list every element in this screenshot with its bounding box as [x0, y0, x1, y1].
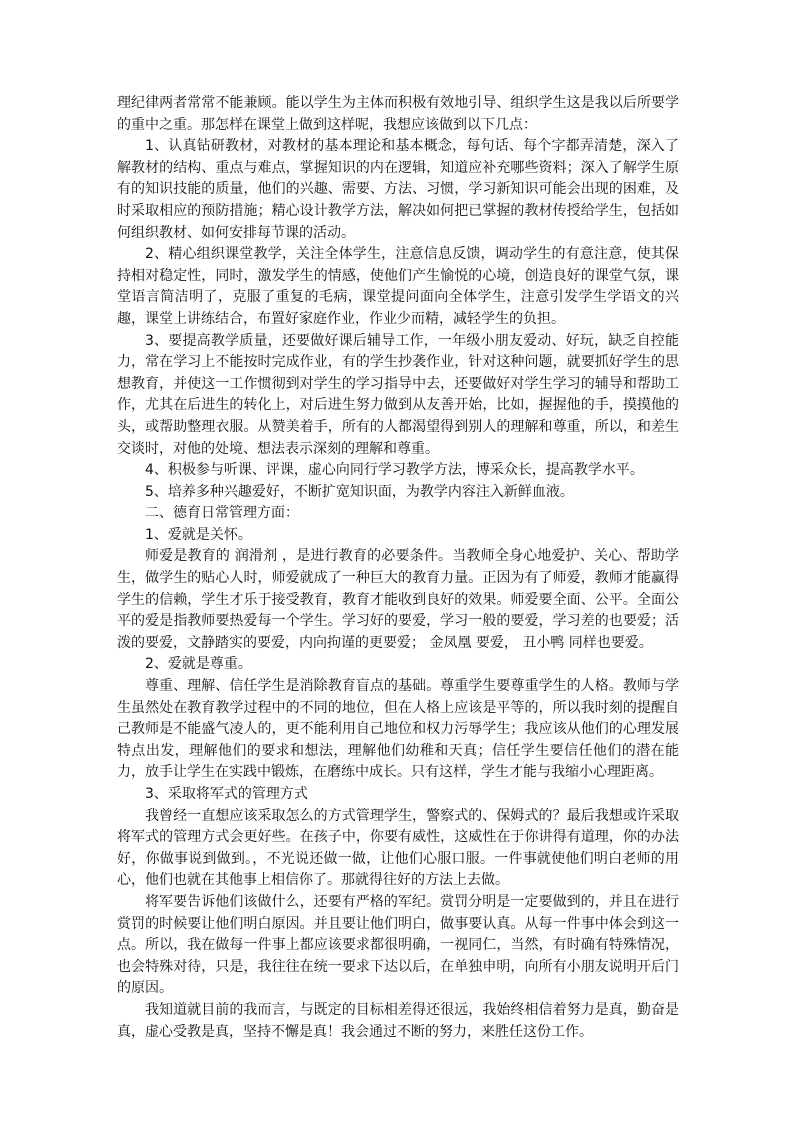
paragraph-point-4: 4、积极参与听课、评课，虚心向同行学习教学方法，博采众长，提高教学水平。 — [145, 462, 644, 479]
section-heading-moral-education: 二、德育日常管理方面： — [145, 505, 299, 522]
paragraph-teacher-love: 师爱是教育的 润滑剂 ，是进行教育的必要条件。当教师全身心地爱护、关心、帮助学生，做学生的贴心人时，师爱就成了一种巨大的教育力量。正因为有了师爱，教师才能赢得学生的信赖，学生才乐于接受教育，教育才能收到良好的效果。师爱要全面、公平。全面公平的爱是指教师要热爱每一个学生。学习好的要爱，学习一般的要爱，学习差的也要爱；活泼的要爱，文静踏实的要爱，内向拘谨的更要爱； 金凤凰 要爱， 丑小鸭 同样也要爱。 — [117, 548, 679, 651]
document-body — [117, 93, 679, 1043]
subheading-love-is-respect: 2、爱就是尊重。 — [145, 656, 252, 673]
paragraph-point-2: 2、精心组织课堂教学，关注全体学生，注意信息反馈，调动学生的有意注意，使其保持相对稳定性，同时，激发学生的情感，使他们产生愉悦的心境，创造良好的课堂气氛，课堂语言简洁明了，克服了重复的毛病，课堂提问面向全体学生，注意引发学生学语文的兴趣，课堂上讲练结合，布置好家庭作业，作业少而精，减轻学生的负担。 — [117, 246, 679, 327]
paragraph-point-3: 3、要提高教学质量，还要做好课后辅导工作，一年级小朋友爱动、好玩，缺乏自控能力，常在学习上不能按时完成作业，有的学生抄袭作业，针对这种问题，就要抓好学生的思想教育，并使这一工作惯彻到对学生的学习指导中去，还要做好对学生学习的辅导和帮助工作，尤其在后进生的转化上，对后进生努力做到从友善开始，比如，握握他的手，摸摸他的头，或帮助整理衣服。从赞美着手，所有的人都渴望得到别人的理解和尊重，所以，和差生交谈时，对他的处境、想法表示深刻的理解和尊重。 — [117, 332, 679, 457]
paragraph-point-1: 1、认真钻研教材，对教材的基本理论和基本概念，每句话、每个字都弄清楚，深入了解教材的结构、重点与难点，掌握知识的内在逻辑，知道应补充哪些资料；深入了解学生原有的知识技能的质量，他们的兴趣、需要、方法、习惯，学习新知识可能会出现的困难，及时采取相应的预防措施；精心设计教学方法，解决如何把已掌握的教材传授给学生，包括如何组织教材、如何安排每节课的活动。 — [117, 138, 679, 241]
paragraph-general-style: 我曾经一直想应该采取怎么的方式管理学生，警察式的、保姆式的？最后我想或许采取将军式的管理方式会更好些。在孩子中，你要有威性，这威性在于你讲得有道理，你的办法好，你做事说到做到。，不光说还做一做，让他们心服口服。一件事就使他们明白老师的用心，他们也就在其他事上相信你了。那就得往好的方法上去做。 — [117, 807, 679, 889]
subheading-general-style: 3、采取将军式的管理方式 — [145, 786, 308, 802]
paragraph-conclusion: 我知道就目前的我而言，与既定的目标相差得还很远，我始终相信着努力是真，勤奋是真，虚心受教是真，坚持不懈是真！我会通过不断的努力，来胜任这份工作。 — [117, 1001, 679, 1040]
subheading-love-is-care: 1、爱就是关怀。 — [145, 526, 252, 543]
paragraph-point-5: 5、培养多种兴趣爱好，不断扩宽知识面，为教学内容注入新鲜血液。 — [145, 483, 574, 500]
paragraph-discipline: 将军要告诉他们该做什么，还要有严格的军纪。赏罚分明是一定要做到的，并且在进行赏罚的时候要让他们明白原因。并且要让他们明白，做事要认真。从每一件事中体会到这一点。所以，我在做每一件事上都应该要求都很明确，一视同仁，当然，有时确有特殊情况，也会特殊对待，只是，我往往在统一要求下达以后，在单独申明，向所有小朋友说明开后门的原因。 — [117, 893, 679, 997]
paragraph-continuation: 理纪律两者常常不能兼顾。能以学生为主体而积极有效地引导、组织学生这是我以后所要学的重中之重。那怎样在课堂上做到这样呢，我想应该做到以下几点： — [117, 95, 679, 133]
paragraph-respect: 尊重、理解、信任学生是消除教育盲点的基础。尊重学生要尊重学生的人格。教师与学生虽然处在教育教学过程中的不同的地位，但在人格上应该是平等的，所以我时刻的提醒自己教师是不能盛气凌人的，更不能利用自己地位和权力污辱学生；我应该从他们的心理发展特点出发，理解他们的要求和想法，理解他们幼稚和天真；信任学生要信任他们的潜在能力，放手让学生在实践中锻炼，在磨练中成长。只有这样，学生才能与我缩小心理距离。 — [117, 678, 679, 781]
